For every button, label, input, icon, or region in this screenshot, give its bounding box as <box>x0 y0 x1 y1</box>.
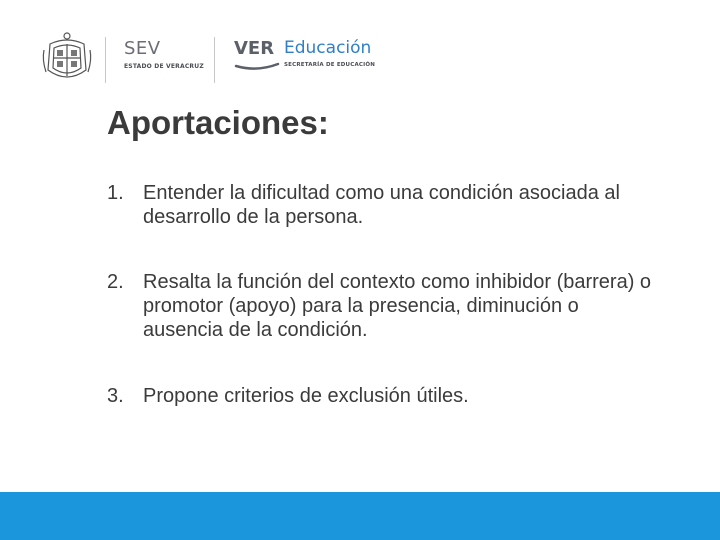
list-number: 3. <box>107 385 124 407</box>
ver-label: VER <box>234 38 275 59</box>
veracruz-seal-icon <box>40 30 94 86</box>
list-text: Resalta la función del contexto como inhibidor (barrera) o promotor (apoyo) para la presencia, diminución o ausencia de la condición. <box>143 271 652 341</box>
list-number: 2. <box>107 271 124 293</box>
slide-title: Aportaciones: <box>107 104 329 141</box>
sev-title: SEV <box>124 38 161 59</box>
list-number: 1. <box>107 182 124 204</box>
sev-subtitle: ESTADO DE VERACRUZ <box>124 63 204 70</box>
list-text: Propone criterios de exclusión útiles. <box>143 385 469 407</box>
header <box>0 0 720 110</box>
footer-bar <box>0 492 720 540</box>
header-divider <box>214 37 215 83</box>
header-divider <box>105 37 106 83</box>
educacion-label: Educación <box>284 38 372 58</box>
ver-subtitle: SECRETARÍA DE EDUCACIÓN <box>284 62 376 68</box>
list-text: Entender la dificultad como una condición asociada al desarrollo de la persona. <box>143 182 620 228</box>
ver-swoosh-icon <box>234 60 280 72</box>
